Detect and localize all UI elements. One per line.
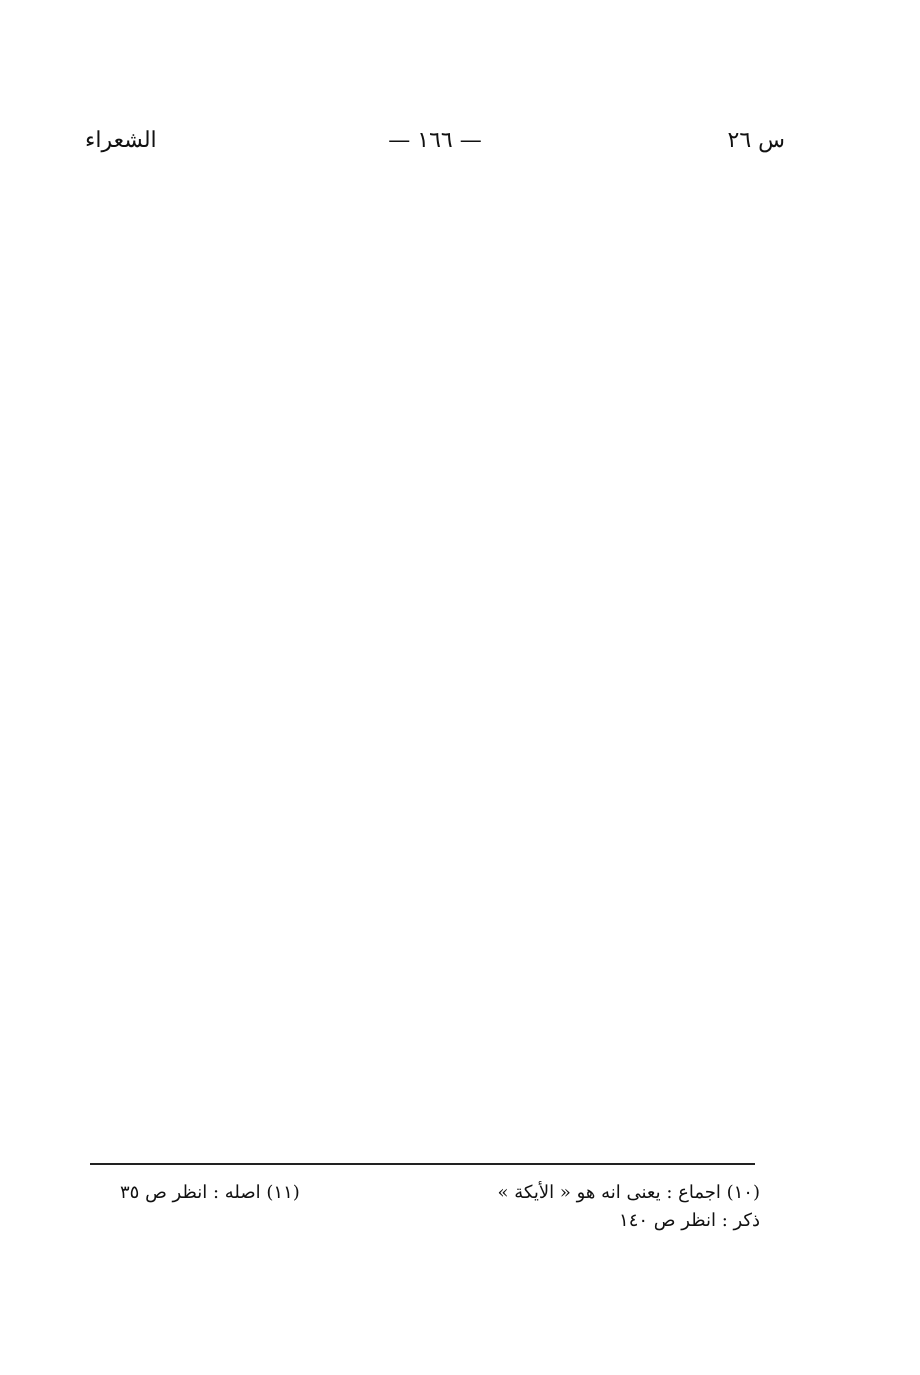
- page-number: — ١٦٦ —: [388, 128, 482, 153]
- surah-reference: س ٢٦: [727, 128, 785, 153]
- footnote-10: (١٠) اجماع : يعنى انه هو « الأيكة »: [497, 1182, 760, 1203]
- surah-name: الشعراء: [85, 128, 157, 153]
- footnote-11: (١١) اصله : انظر ص ٣٥: [120, 1182, 300, 1203]
- footnote-separator: [90, 1163, 755, 1165]
- page-header: [85, 128, 785, 168]
- footnote-continuation: ذكر : انظر ص ١٤٠: [619, 1210, 760, 1231]
